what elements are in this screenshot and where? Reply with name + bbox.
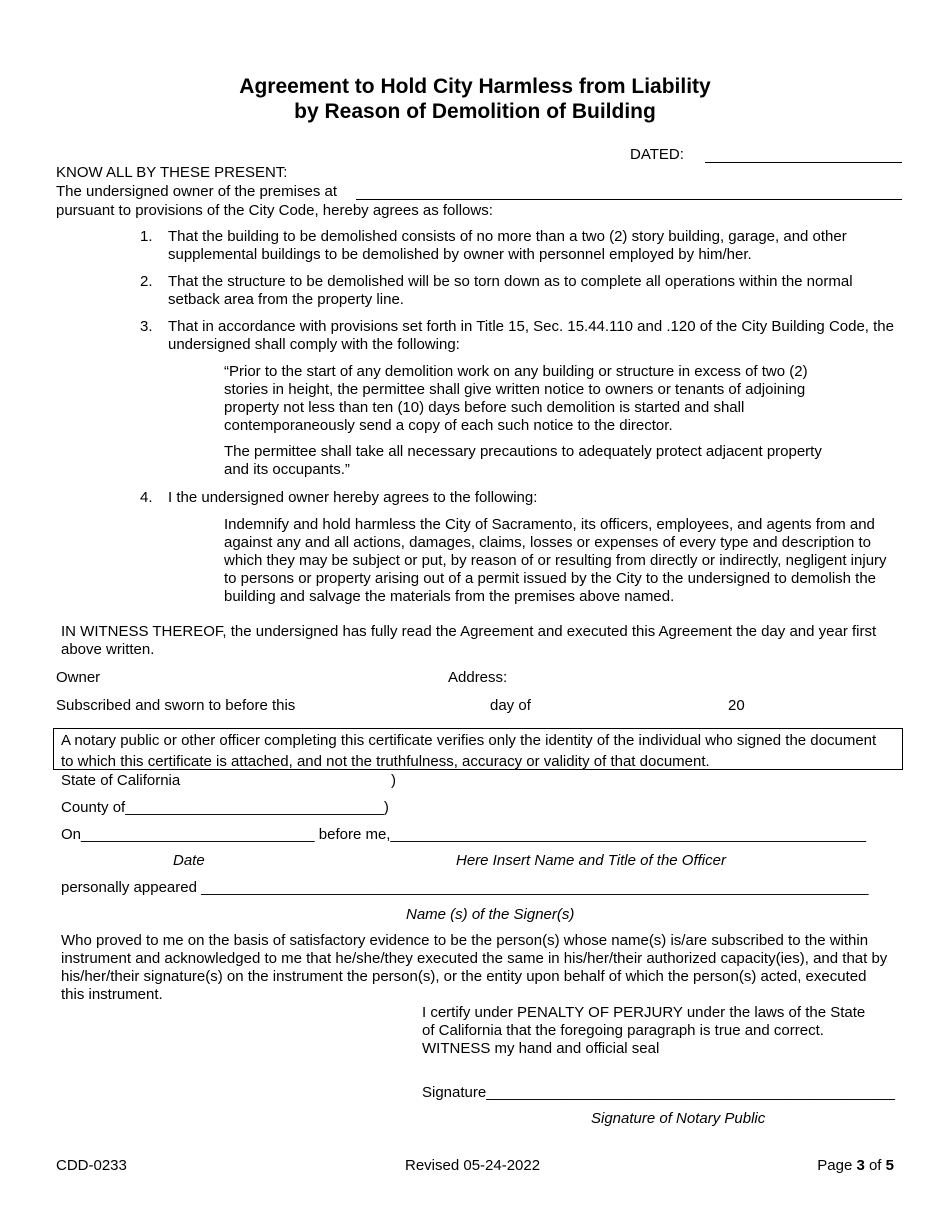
page-mid: of [864,1157,886,1174]
day-of-label: day of [490,697,531,714]
date-caption: Date [173,852,205,869]
page-number: 3 [856,1157,865,1174]
item-2-number: 2. [140,273,153,290]
item-2-text: That the structure to be demolished will be so torn down as to complete all operations within the normal setback area from the property line. [168,273,853,308]
subscribed-label: Subscribed and sworn to before this [56,697,296,714]
page-total: 5 [885,1157,894,1174]
certify-line-1: I certify under PENALTY OF PERJURY under the laws of the State [422,1004,866,1021]
indemnify-paragraph: Indemnify and hold harmless the City of Sacramento, its officers, employees, and agents from and against any and all actions, damages, claims, losses or expenses of every type and description to which they may be subject or put, by reason of or resulting from directly or indirectly, negligent injury to persons or property arising out of a permit issued by the City to the undersigned to demolish the building and salvage the materials from the premises above named. [224,516,887,605]
officer-caption: Here Insert Name and Title of the Officer [456,852,726,869]
premises-field[interactable] [356,199,902,200]
form-code: CDD-0233 [56,1157,127,1174]
premises-label: The undersigned owner of the premises at [56,183,337,200]
revised-date: Revised 05-24-2022 [405,1157,541,1174]
certify-line-3: WITNESS my hand and official seal [422,1040,660,1057]
notary-notice-text: A notary public or other officer completing this certificate verifies only the identity of the individual who signed the document to which this certificate is attached, and not the truthfulness, accuracy or validity of that document. [61,732,877,770]
dated-label: DATED: [630,146,684,163]
address-label: Address: [448,669,508,686]
owner-label: Owner [56,669,101,686]
county-field[interactable]: County of_______________________________) [61,799,389,816]
signature-field[interactable]: Signature_________________________________________________ [422,1084,895,1101]
year-label: 20 [728,697,745,714]
certify-line-2: of California that the foregoing paragraph is true and correct. [422,1022,824,1039]
signature-caption: Signature of Notary Public [591,1110,766,1127]
notary-notice-box [53,728,903,770]
document-title [0,74,950,124]
personally-appeared-field[interactable]: personally appeared ________________________________________________________________________________ [61,879,869,896]
know-all-heading: KNOW ALL BY THESE PRESENT: [56,164,288,181]
item-3-text: That in accordance with provisions set forth in Title 15, Sec. 15.44.110 and .120 of the City Building Code, the undersigned shall comply with the following: [168,318,894,353]
item-3-number: 3. [140,318,153,335]
quote-paragraph-1: “Prior to the start of any demolition work on any building or structure in excess of two (2) stories in height, the permittee shall give written notice to owners or tenants of adjoining property not less than ten (10) days before such demolition is started and shall contemporaneously send a copy of each such notice to the director. [224,363,808,434]
page-prefix: Page [817,1157,857,1174]
before-me-field[interactable]: On____________________________ before me,_________________________________________________________ [61,826,866,843]
item-1-text: That the building to be demolished consists of no more than a two (2) story building, garage, and other supplemental buildings to be demolished by owner with personnel employed by him/her. [168,228,847,263]
quote-paragraph-2: The permittee shall take all necessary precautions to adequately protect adjacent property and its occupants.” [224,443,822,478]
state-label: State of California [61,772,181,789]
witness-paragraph: IN WITNESS THEREOF, the undersigned has fully read the Agreement and executed this Agreement the day and year first above written. [61,623,877,658]
title-line-1: Agreement to Hold City Harmless from Liability [239,75,711,98]
state-paren: ) [391,772,396,789]
page-indicator [817,1157,894,1174]
dated-field[interactable] [705,162,902,163]
pursuant-text: pursuant to provisions of the City Code, hereby agrees as follows: [56,202,493,219]
signer-caption: Name (s) of the Signer(s) [406,906,575,923]
item-4-number: 4. [140,489,153,506]
proved-paragraph: Who proved to me on the basis of satisfactory evidence to be the person(s) whose name(s) is/are subscribed to the within instrument and acknowledged to me that he/she/they executed the same in his/her/their authorized capacity(ies), and that by his/her/their signature(s) on the instrument the person(s), or the entity upon behalf of which the person(s) acted, executed this instrument. [61,932,888,1003]
item-1-number: 1. [140,228,153,245]
item-4-text: I the undersigned owner hereby agrees to the following: [168,489,538,506]
title-line-2: by Reason of Demolition of Building [294,100,656,123]
